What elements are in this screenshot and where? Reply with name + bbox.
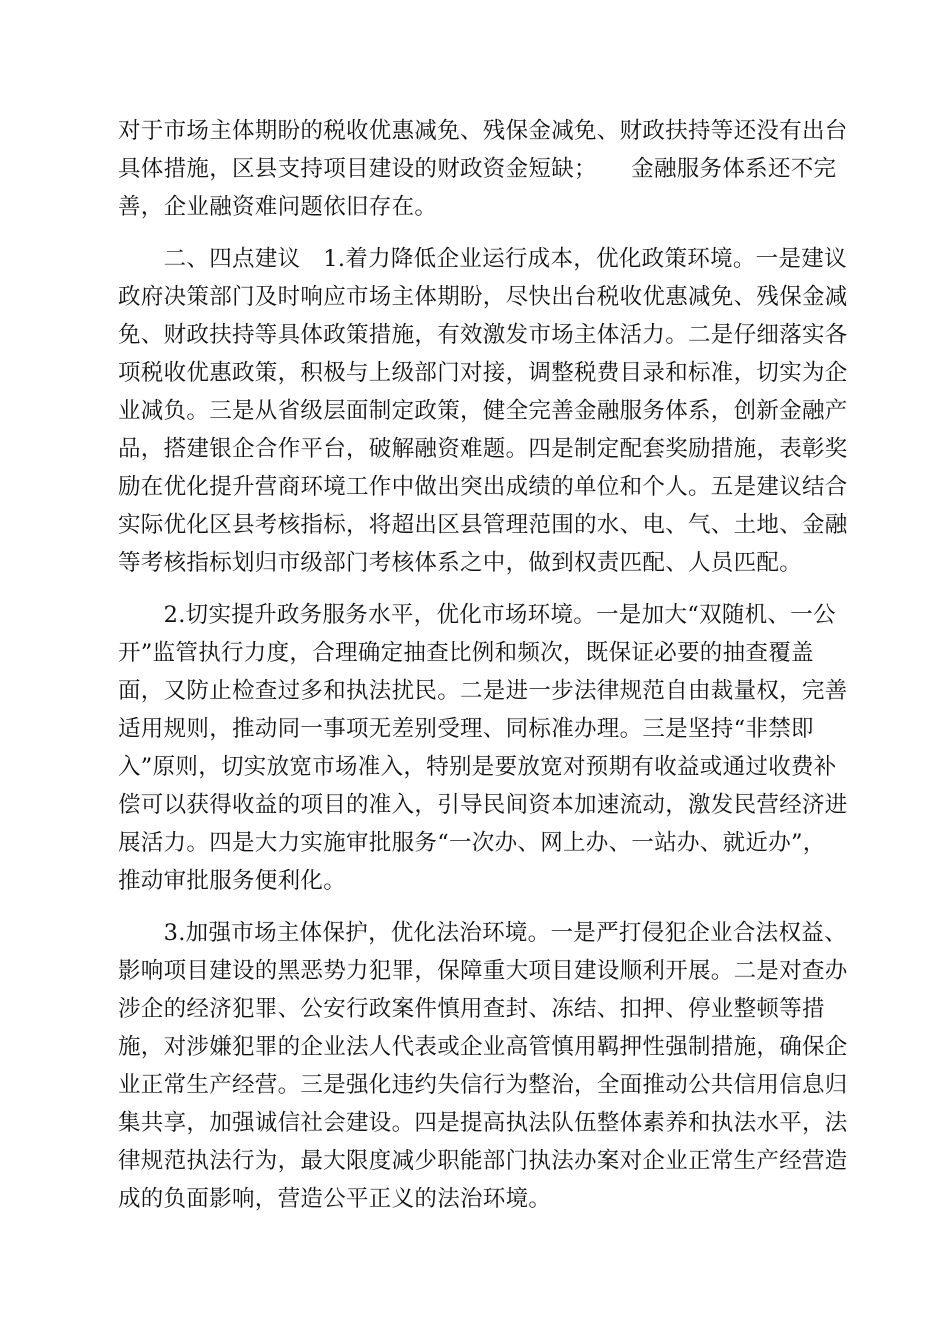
text-line: 开”监管执行力度，合理确定抽查比例和频次，既保证必要的抽查覆盖	[118, 640, 814, 666]
text-line: 业正常生产经营。三是强化违约失信行为整治，全面推动公共信用信息归	[118, 1072, 848, 1098]
paragraph-start-line: 2.切实提升政务服务水平，优化市场环境。一是加大“双随机、一公	[118, 602, 836, 628]
text-line: 等考核指标划归市级部门考核体系之中，做到权责匹配、人员匹配。	[118, 550, 803, 576]
text-line: 对于市场主体期盼的税收优惠减免、残保金减免、财政扶持等还没有出台	[118, 118, 848, 144]
text-line: 面，又防止检查过多和执法扰民。二是进一步法律规范自由裁量权，完善	[118, 678, 848, 704]
text-line: 推动审批服务便利化。	[118, 868, 347, 894]
section-heading-line: 二、四点建议 1.着力降低企业运行成本，优化政策环境。一是建议	[118, 246, 847, 272]
text-line: 入”原则，切实放宽市场准入，特别是要放宽对预期有收益或通过收费补	[118, 754, 837, 780]
text-line: 业减负。三是从省级层面制定政策，健全完善金融服务体系，创新金融产	[118, 398, 848, 424]
text-line: 律规范执法行为，最大限度减少职能部门执法办案对企业正常生产经营造	[118, 1148, 848, 1174]
text-line: 成的负面影响，营造公平正义的法治环境。	[118, 1186, 552, 1212]
text-line: 集共享，加强诚信社会建设。四是提高执法队伍整体素养和执法水平，法	[118, 1110, 848, 1136]
text-line: 偿可以获得收益的项目的准入，引导民间资本加速流动，激发民营经济进	[118, 792, 848, 818]
text-line: 具体措施，区县支持项目建设的财政资金短缺； 金融服务体系还不完	[118, 156, 837, 182]
text-line: 政府决策部门及时响应市场主体期盼，尽快出台税收优惠减免、残保金减	[118, 284, 848, 310]
text-line: 适用规则，推动同一事项无差别受理、同标准办理。三是坚持“非禁即	[118, 716, 814, 742]
paragraph-start-line: 3.加强市场主体保护，优化法治环境。一是严打侵犯企业合法权益、	[118, 920, 847, 946]
text-line: 涉企的经济犯罪、公安行政案件慎用查封、冻结、扣押、停业整顿等措	[118, 996, 825, 1022]
text-line: 施，对涉嫌犯罪的企业法人代表或企业高管慎用羁押性强制措施，确保企	[118, 1034, 848, 1060]
text-line: 品，搭建银企合作平台，破解融资难题。四是制定配套奖励措施，表彰奖	[118, 436, 848, 462]
text-line: 展活力。四是大力实施审批服务“一次办、网上办、一站办、就近办”，	[118, 830, 826, 856]
text-line: 项税收优惠政策，积极与上级部门对接，调整税费目录和标准，切实为企	[118, 360, 848, 386]
text-line: 善，企业融资难问题依旧存在。	[118, 194, 438, 220]
text-line: 影响项目建设的黑恶势力犯罪，保障重大项目建设顺利开展。二是对查办	[118, 958, 848, 984]
text-line: 实际优化区县考核指标，将超出区县管理范围的水、电、气、土地、金融	[118, 512, 848, 538]
text-line: 免、财政扶持等具体政策措施，有效激发市场主体活力。二是仔细落实各	[118, 322, 848, 348]
text-line: 励在优化提升营商环境工作中做出突出成绩的单位和个人。五是建议结合	[118, 474, 848, 500]
